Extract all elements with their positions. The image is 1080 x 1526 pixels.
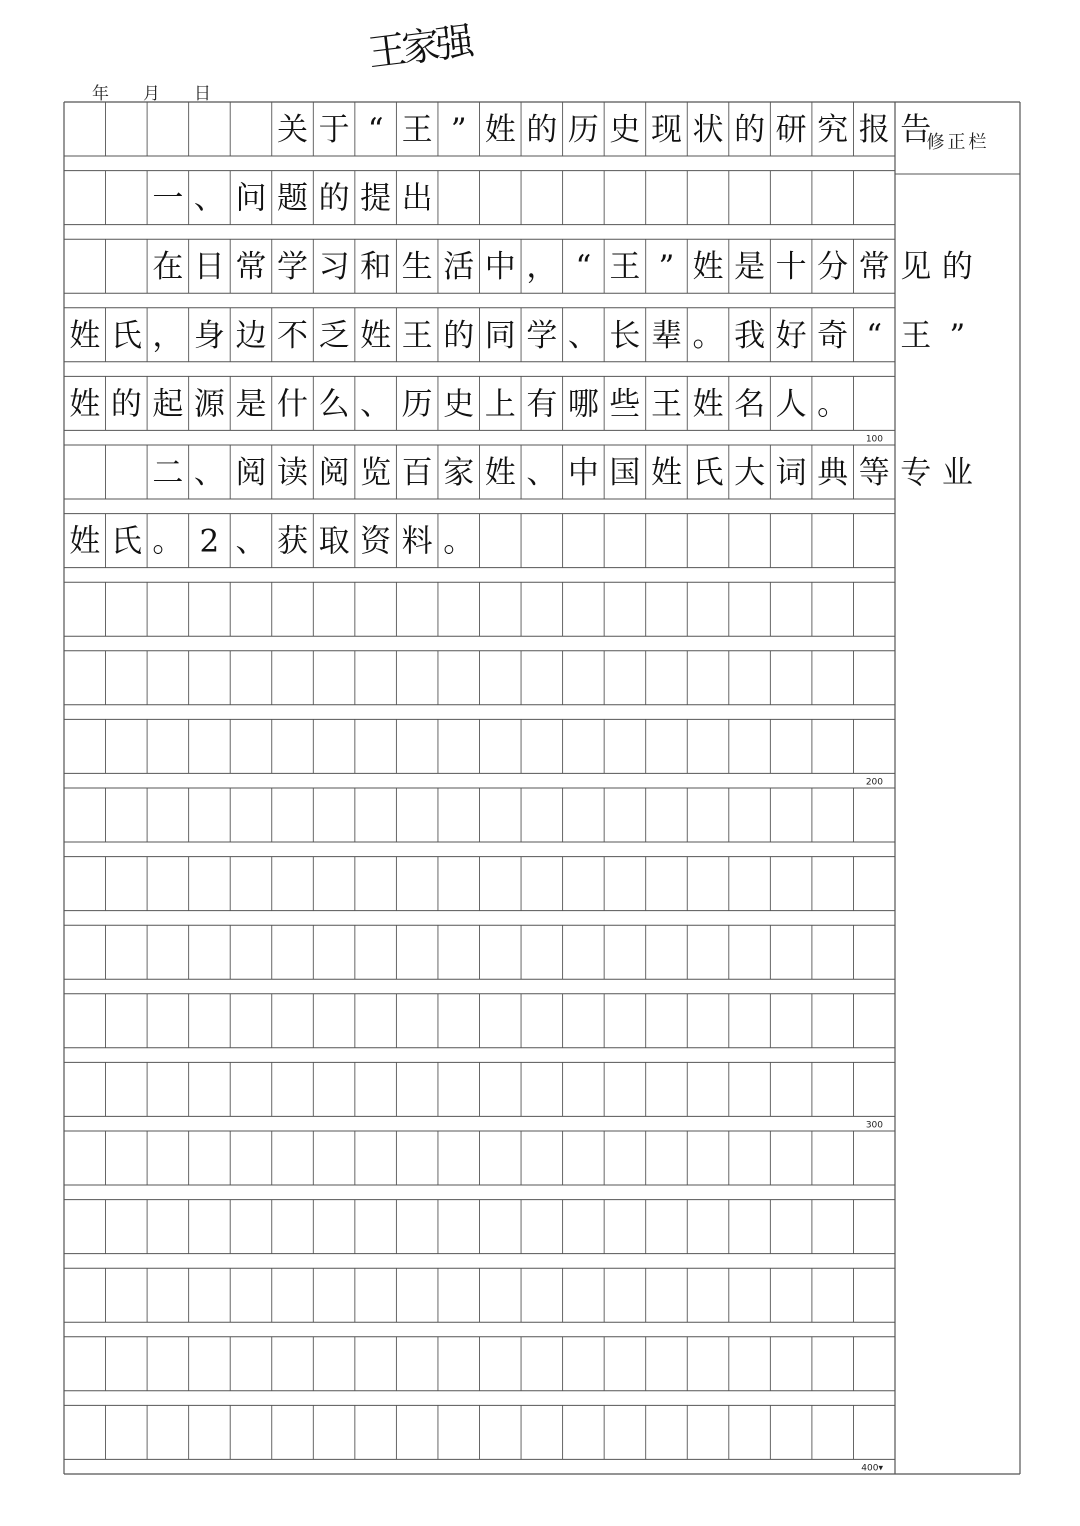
handwritten-character: 于 [318, 112, 350, 148]
handwritten-character: 一 [152, 180, 184, 217]
handwritten-character: 姓 [692, 249, 724, 286]
handwritten-character: 王 [401, 317, 433, 354]
handwritten-character: 常 [858, 249, 890, 286]
handwritten-character: 是 [235, 386, 267, 423]
handwritten-character: 有 [526, 386, 558, 423]
handwritten-character: 大 [734, 455, 766, 491]
handwritten-character: 出 [401, 180, 433, 217]
handwritten-character: 的 [941, 249, 973, 286]
handwritten-character: 人 [775, 386, 807, 423]
handwritten-character: 、 [526, 455, 558, 491]
handwritten-character: 。 [152, 523, 184, 560]
handwritten-character: “ [866, 317, 883, 354]
author-signature: 王家强 [365, 18, 473, 76]
handwritten-character: 关 [277, 112, 309, 148]
character-counter: 300 [865, 1120, 883, 1131]
handwritten-character: 、 [567, 317, 599, 354]
character-counter: 400▾ [861, 1463, 883, 1474]
handwritten-line [69, 318, 965, 354]
handwritten-character: 名 [734, 386, 766, 423]
handwritten-character: 姓 [69, 386, 101, 423]
handwritten-character: 的 [110, 386, 142, 423]
handwritten-character: 分 [817, 249, 849, 286]
handwritten-character: 百 [401, 455, 433, 491]
handwritten-character: 姓 [360, 317, 392, 354]
handwritten-character: 身 [193, 317, 225, 354]
handwritten-character: 读 [277, 455, 309, 491]
handwritten-character: 典 [817, 455, 849, 491]
handwritten-character: 料 [401, 523, 433, 560]
handwritten-character: 二 [152, 455, 184, 491]
handwritten-character: 的 [526, 112, 558, 148]
handwritten-character: ” [658, 249, 675, 286]
handwritten-character: 、 [193, 455, 225, 491]
handwritten-character: 历 [567, 112, 599, 148]
handwritten-character: 王 [401, 112, 433, 148]
handwritten-character: 词 [775, 455, 807, 491]
handwritten-character: 上 [484, 386, 516, 423]
handwritten-character: 哪 [567, 386, 599, 423]
handwritten-character: 获 [277, 523, 309, 560]
handwritten-character: 些 [609, 386, 641, 423]
handwritten-character: 专 [900, 455, 932, 491]
handwritten-character: 姓 [650, 455, 682, 491]
handwritten-character: 辈 [650, 317, 682, 354]
handwritten-character: 什 [277, 386, 309, 423]
handwritten-character: 。 [692, 317, 724, 354]
handwritten-character: 姓 [69, 317, 101, 354]
handwritten-character: 等 [858, 455, 890, 491]
handwritten-character: 史 [609, 112, 641, 148]
handwritten-character: 提 [360, 180, 392, 217]
handwritten-character: 的 [443, 317, 475, 354]
handwritten-character: 取 [318, 523, 350, 560]
handwritten-character: 资 [360, 523, 392, 560]
handwritten-character: 十 [775, 249, 807, 286]
correction-column-title: 修正栏 [926, 132, 990, 153]
handwritten-character: 姓 [484, 455, 516, 491]
handwritten-character: 告 [900, 112, 932, 148]
handwritten-character: 。 [443, 523, 475, 560]
handwritten-character: 姓 [692, 386, 724, 423]
handwritten-character: 历 [401, 386, 433, 423]
handwritten-character: 长 [609, 317, 641, 354]
handwritten-character: 阅 [318, 455, 350, 491]
handwritten-character: 2 [199, 523, 220, 560]
handwritten-character: 习 [318, 249, 350, 286]
handwritten-line [69, 386, 848, 422]
handwritten-character: 么 [318, 386, 350, 423]
handwritten-character: 起 [152, 386, 184, 423]
handwritten-character: 阅 [235, 455, 267, 491]
handwritten-character: 氏 [110, 523, 142, 560]
handwritten-character: 氏 [692, 455, 724, 491]
handwritten-character: 中 [567, 455, 599, 491]
handwritten-character: 、 [235, 523, 267, 560]
character-counters [861, 434, 883, 1473]
handwritten-character: 、 [360, 386, 392, 423]
handwritten-character: 活 [443, 249, 475, 286]
handwritten-character: 生 [401, 249, 433, 286]
handwritten-character: 氏 [110, 317, 142, 354]
handwritten-character: 我 [734, 317, 766, 354]
handwritten-character: 览 [360, 455, 392, 491]
handwritten-character: 究 [817, 112, 849, 148]
handwritten-character: 、 [193, 180, 225, 217]
handwritten-character: ， [152, 317, 184, 354]
handwritten-character: 王 [900, 317, 932, 354]
handwritten-character: 姓 [69, 523, 101, 560]
handwritten-character: 问 [235, 180, 267, 217]
handwritten-character: 边 [235, 317, 267, 354]
handwritten-character: 和 [360, 249, 392, 286]
handwritten-character: ” [450, 112, 467, 148]
handwritten-character: 的 [318, 180, 350, 217]
handwritten-character: 。 [817, 386, 849, 423]
handwritten-character: 乏 [318, 317, 350, 354]
handwritten-character: 报 [858, 112, 890, 148]
handwritten-character: 奇 [817, 317, 849, 354]
date-day-label: 日 [194, 84, 211, 104]
handwritten-line [152, 181, 432, 217]
date-year-label: 年 [92, 84, 109, 104]
handwritten-character: 源 [193, 386, 225, 423]
handwritten-character: 常 [235, 249, 267, 286]
handwritten-character: 国 [609, 455, 641, 491]
handwritten-character: 业 [941, 455, 973, 491]
handwritten-character: 好 [775, 317, 807, 354]
handwritten-character: 家 [443, 455, 475, 491]
handwritten-character: 题 [277, 180, 309, 217]
handwritten-character: ， [526, 249, 558, 286]
handwritten-character: 学 [277, 249, 309, 286]
handwritten-character: “ [575, 249, 592, 286]
handwritten-character: ” [949, 317, 966, 354]
handwritten-character: 学 [526, 317, 558, 354]
handwritten-character: 的 [734, 112, 766, 148]
handwritten-character: 现 [650, 112, 682, 148]
grid-layer [64, 102, 1020, 1474]
handwritten-character: “ [367, 112, 384, 148]
handwritten-character: 王 [609, 249, 641, 286]
handwritten-character: 姓 [484, 112, 516, 148]
handwritten-character: 见 [900, 249, 932, 286]
handwritten-character: 是 [734, 249, 766, 286]
handwritten-character: 日 [193, 249, 225, 286]
date-month-label: 月 [143, 84, 160, 104]
character-counter: 100 [865, 434, 883, 445]
handwritten-character: 史 [443, 386, 475, 423]
handwritten-character: 研 [775, 112, 807, 148]
handwritten-character: 同 [484, 317, 516, 354]
handwritten-character: 不 [277, 317, 309, 354]
handwritten-character: 中 [484, 249, 516, 286]
handwritten-character: 状 [692, 112, 724, 148]
handwritten-character: 王 [650, 386, 682, 423]
handwritten-character: 在 [152, 249, 184, 286]
character-counter: 200 [865, 777, 883, 788]
